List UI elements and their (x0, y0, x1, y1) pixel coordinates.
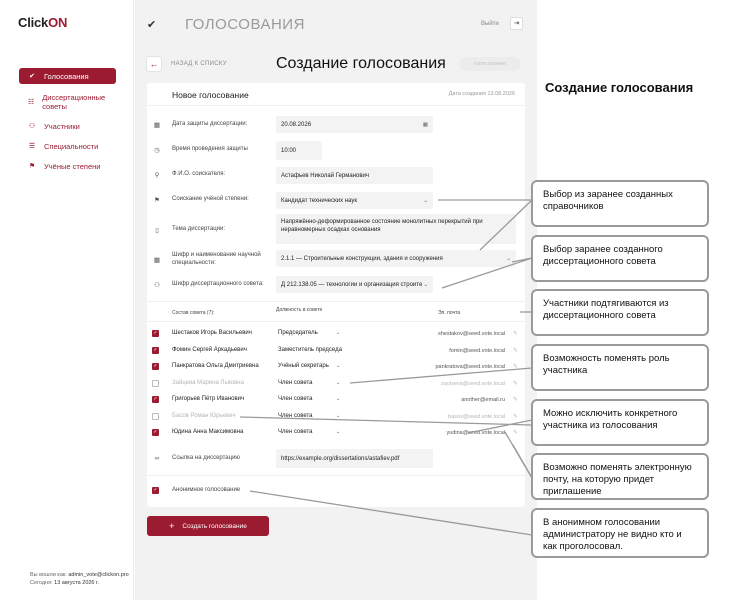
specialty-select[interactable] (276, 250, 516, 267)
pencil-icon[interactable]: ✎ (512, 381, 518, 387)
callout-email: Возможно поменять электронную почту, на которую придет приглашение (531, 453, 709, 500)
degree-select[interactable] (276, 192, 433, 209)
topic-label: Тема диссертации: (172, 226, 226, 232)
pencil-icon[interactable]: ✎ (512, 397, 518, 403)
create-voting-button[interactable] (147, 516, 269, 536)
member-name: Фомин Сергей Аркадьевич (172, 347, 247, 353)
sidebar-item-degrees[interactable] (19, 156, 116, 176)
member-checkbox[interactable]: ✓ (153, 396, 158, 402)
annotation-title: Создание голосования (545, 80, 694, 95)
topic-value: Напряжённо-деформированное состояние монолитных перекрытий при неравномерных осадках основания (281, 219, 483, 233)
member-role-select[interactable] (278, 396, 341, 402)
callout-role: Возможность поменять роль участника (531, 344, 709, 391)
sidebar-item-label: Голосования (44, 71, 89, 81)
calendar-picker-icon[interactable]: ▦ (422, 121, 428, 128)
member-checkbox[interactable]: ✓ (153, 347, 158, 353)
specialty-value: 2.1.1 — Строительные конструкции, здания и сооружения (281, 255, 443, 262)
callout-directories: Выбор из заранее созданных справочников (531, 180, 709, 227)
council-select[interactable] (276, 276, 433, 293)
database-icon: ☰ (28, 143, 36, 150)
sidebar-item-councils[interactable] (19, 92, 116, 112)
app-logo[interactable]: ClickON (18, 15, 68, 30)
link-field[interactable] (276, 449, 433, 468)
council-label: Шифр диссертационного совета: (172, 281, 264, 287)
member-email[interactable]: basov@seed.vote.local (448, 414, 505, 420)
member-name: Григорьев Пётр Иванович (172, 396, 245, 402)
clock-icon: ◷ (154, 147, 160, 154)
member-checkbox[interactable]: ✓ (153, 363, 158, 369)
member-name: Юдина Анна Максимовна (172, 429, 244, 435)
anonymous-checkbox[interactable]: ✓ (153, 487, 158, 493)
member-role: Учёный секретарь (278, 363, 329, 369)
defense-date-label: Дата защиты диссертации: (172, 121, 248, 127)
calendar-icon: ▦ (153, 122, 161, 129)
logged-in-label: Вы вошли как: (30, 572, 67, 578)
chevron-down-icon: ⌄ (506, 255, 511, 262)
defense-time-label: Время проведения защиты (172, 146, 248, 152)
divider (147, 301, 525, 302)
council-value: Д 212.138.05 — технологии и организация строите (281, 281, 423, 288)
link-label: Ссылка на диссертацию (172, 455, 240, 461)
document-icon: ▯ (155, 227, 159, 234)
defense-date-field[interactable] (276, 116, 433, 133)
voting-form-card (147, 83, 525, 507)
created-date: Дата создания 13.08.2026 (448, 91, 515, 97)
link-value: https://example.org/dissertations/astafiev.pdf (281, 455, 400, 462)
pencil-icon[interactable]: ✎ (512, 414, 518, 420)
degree-label: Соискание учёной степени: (172, 196, 249, 202)
chevron-down-icon: ⌄ (336, 380, 341, 386)
callout-anonymous: В анонимном голосовании администратору не видно кто и как проголосовал. (531, 508, 709, 558)
member-email[interactable]: yudina@seed.vote.local (446, 430, 505, 436)
member-name: Басов Роман Юрьевич (172, 413, 236, 419)
sidebar-item-label: Специальности (44, 141, 99, 151)
logged-in-info (30, 572, 129, 578)
member-name: Зайцева Марина Львовна (172, 380, 244, 386)
form-title: Новое голосование (172, 90, 249, 100)
today-info (30, 580, 99, 586)
chevron-down-icon: ⌄ (423, 281, 428, 288)
divider (147, 321, 525, 322)
logout-icon[interactable]: ⇥ (510, 17, 523, 30)
sidebar-item-label: Диссертационные советы (42, 93, 106, 111)
member-email[interactable]: shestakov@seed.vote.local (437, 331, 505, 337)
page-section-title: ГОЛОСОВАНИЯ (185, 16, 305, 33)
sidebar-item-votings[interactable] (19, 68, 116, 84)
chevron-down-icon: ⌄ (423, 197, 428, 204)
sidebar (0, 0, 134, 600)
specialty-label: Шифр и наименование научной специальности: (172, 252, 261, 266)
topic-textarea[interactable] (276, 214, 516, 244)
pencil-icon[interactable]: ✎ (512, 430, 518, 436)
create-voting-label: Создать голосование (182, 522, 247, 530)
member-role-select[interactable] (278, 330, 341, 336)
member-role-select[interactable] (278, 429, 341, 435)
back-button[interactable]: ← (146, 56, 162, 72)
check-icon: ✔ (29, 73, 35, 80)
applicant-label: Ф.И.О. соискателя: (172, 171, 226, 177)
member-role: Председатель (278, 330, 318, 336)
grid-icon: ▦ (153, 257, 161, 264)
members-header: Состав совета (7): (172, 310, 215, 316)
applicant-value: Астафьев Николай Германович (281, 172, 370, 179)
pencil-icon[interactable]: ✎ (512, 348, 518, 354)
member-name: Панкратова Ольга Дмитриевна (172, 363, 259, 369)
today-label: Сегодня: (30, 580, 53, 586)
callout-council: Выбор заранее созданного диссертационного совета (531, 235, 709, 282)
member-name: Шестаков Игорь Васильевич (172, 330, 252, 336)
member-role-select[interactable] (278, 347, 342, 353)
today-value: 13 августа 2026 г. (54, 580, 99, 586)
degree-value: Кандидат технических наук (281, 197, 357, 204)
flag-icon: ⚑ (28, 163, 36, 170)
council-icon: ☷ (27, 99, 35, 106)
member-checkbox[interactable] (152, 380, 159, 387)
logged-in-user: admin_vote@clickon.pro (68, 572, 129, 578)
member-checkbox[interactable] (152, 413, 159, 420)
divider (147, 105, 525, 106)
person-icon: ⚲ (154, 172, 160, 179)
link-icon: ∞ (154, 455, 160, 462)
member-role: Член совета (278, 429, 313, 435)
flag-icon: ⚑ (154, 197, 160, 204)
member-role: Член совета (278, 396, 313, 402)
users-icon: ⚇ (28, 123, 36, 130)
member-role-select[interactable] (278, 380, 341, 386)
defense-time-value: 10:00 (281, 147, 297, 154)
divider (147, 475, 525, 476)
callout-exclude: Можно исключить конкретного участника из голосования (531, 399, 709, 446)
email-header: Эл. почта (438, 310, 461, 316)
callout-participants: Участники подтягиваются из диссертационного совета (531, 289, 709, 336)
defense-time-field[interactable] (276, 141, 322, 160)
member-email[interactable]: zaytseva@seed.vote.local (441, 381, 505, 387)
sidebar-item-specialties[interactable] (19, 136, 116, 156)
role-header: Должность в совете (276, 307, 323, 313)
users-icon: ⚇ (154, 282, 160, 289)
chevron-down-icon: ⌄ (336, 413, 341, 419)
member-checkbox[interactable]: ✓ (153, 330, 158, 336)
member-email[interactable]: pankratova@seed.vote.local (435, 364, 505, 370)
logout-link[interactable]: Выйти (481, 21, 499, 27)
member-checkbox[interactable]: ✓ (153, 429, 158, 435)
chevron-down-icon: ⌄ (336, 363, 341, 369)
sidebar-item-label: Учёные степени (44, 161, 101, 171)
page-heading: Создание голосования (276, 55, 446, 72)
member-email[interactable]: another@email.ru (461, 397, 505, 403)
plus-icon: + (169, 521, 175, 531)
sidebar-item-label: Участники (44, 121, 80, 131)
pencil-icon[interactable]: ✎ (512, 331, 518, 337)
pencil-icon[interactable]: ✎ (512, 364, 518, 370)
member-role: Член совета (278, 380, 313, 386)
member-role-select[interactable] (278, 363, 341, 369)
back-to-list-link[interactable]: НАЗАД К СПИСКУ (171, 61, 227, 67)
chevron-down-icon: ⌄ (336, 429, 341, 435)
defense-date-value: 20.08.2026 (281, 121, 312, 128)
applicant-field[interactable] (276, 167, 433, 184)
member-email[interactable]: fomin@seed.vote.local (449, 348, 505, 354)
member-role: Заместитель председа (278, 347, 342, 353)
ghost-pill: голосование (459, 57, 521, 71)
chevron-down-icon: ⌄ (336, 330, 341, 336)
anonymous-label[interactable]: Анонимное голосование (172, 487, 241, 493)
chevron-down-icon: ⌄ (336, 396, 341, 402)
sidebar-item-participants[interactable] (19, 116, 116, 136)
member-role: Член совета (278, 413, 313, 419)
member-role-select[interactable] (278, 413, 341, 419)
votings-check-icon: ✔ (147, 19, 157, 31)
